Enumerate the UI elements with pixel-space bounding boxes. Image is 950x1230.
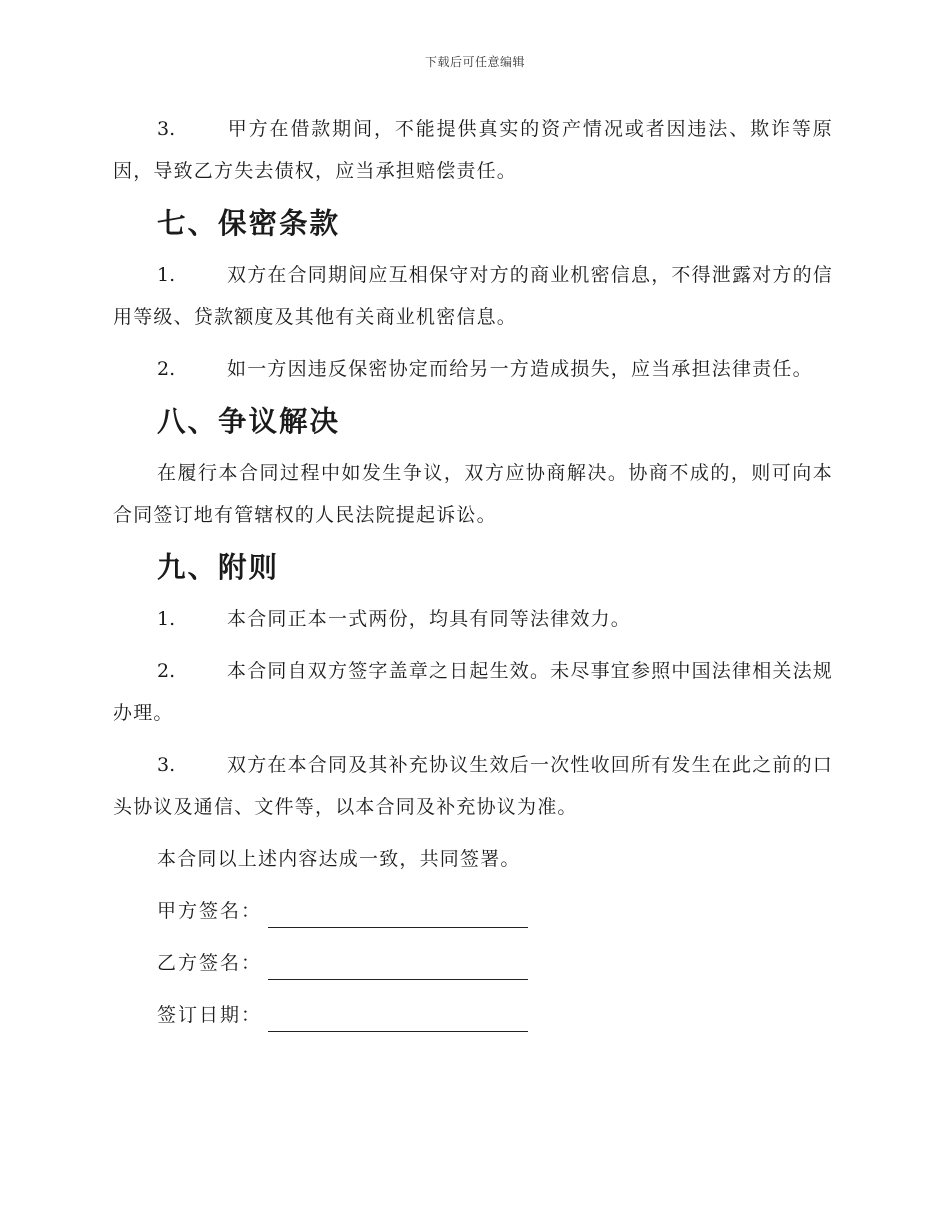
clause-9-item-2 [113,650,833,734]
section-heading-confidentiality: 七、保密条款 [157,206,341,240]
signature-line[interactable] [268,949,528,980]
section-heading-dispute-resolution: 八、争议解决 [157,404,341,438]
item-text: 如一方因违反保密协定而给另一方造成损失，应当承担法律责任。 [227,358,813,380]
item-number: 3. [157,118,176,140]
item-number: 2. [157,358,176,380]
signature-date [113,994,833,1036]
clause-7-item-1 [113,254,833,338]
item-number: 2. [157,660,176,682]
item-number: 1. [157,264,176,286]
item-text: 甲方在借款期间，不能提供真实的资产情况或者因违法、欺诈等原因，导致乙方失去债权，应当承担赔偿责任。 [113,118,833,182]
signature-line[interactable] [268,897,528,928]
signature-label: 签订日期： [157,1004,263,1026]
clause-7-item-2 [113,348,833,390]
page-header-note: 下载后可任意编辑 [424,55,525,69]
signature-label: 甲方签名： [157,900,263,922]
signature-party-b [113,942,833,984]
signature-line[interactable] [268,1001,528,1032]
item-text: 本合同正本一式两份，均具有同等法律效力。 [227,608,632,630]
clause-9-item-1 [113,598,833,640]
clause-9-item-3 [113,744,833,828]
item-number: 3. [157,754,176,776]
item-number: 1. [157,608,176,630]
signature-label: 乙方签名： [157,952,263,974]
section-heading-supplementary: 九、附则 [157,550,280,584]
item-text: 双方在本合同及其补充协议生效后一次性收回所有发生在此之前的口头协议及通信、文件等，以本合同及补充协议为准。 [113,754,834,818]
item-text: 本合同自双方签字盖章之日起生效。未尽事宜参照中国法律相关法规办理。 [113,660,834,724]
signature-party-a [113,890,833,932]
document-body [113,108,833,1046]
clause-6-item-3 [113,108,833,192]
closing-statement: 本合同以上述内容达成一致，共同签署。 [157,848,521,870]
clause-8-text: 在履行本合同过程中如发生争议，双方应协商解决。协商不成的，则可向本合同签订地有管辖权的人民法院提起诉讼。 [113,462,833,526]
item-text: 双方在合同期间应互相保守对方的商业机密信息，不得泄露对方的信用等级、贷款额度及其他有关商业机密信息。 [113,264,834,328]
